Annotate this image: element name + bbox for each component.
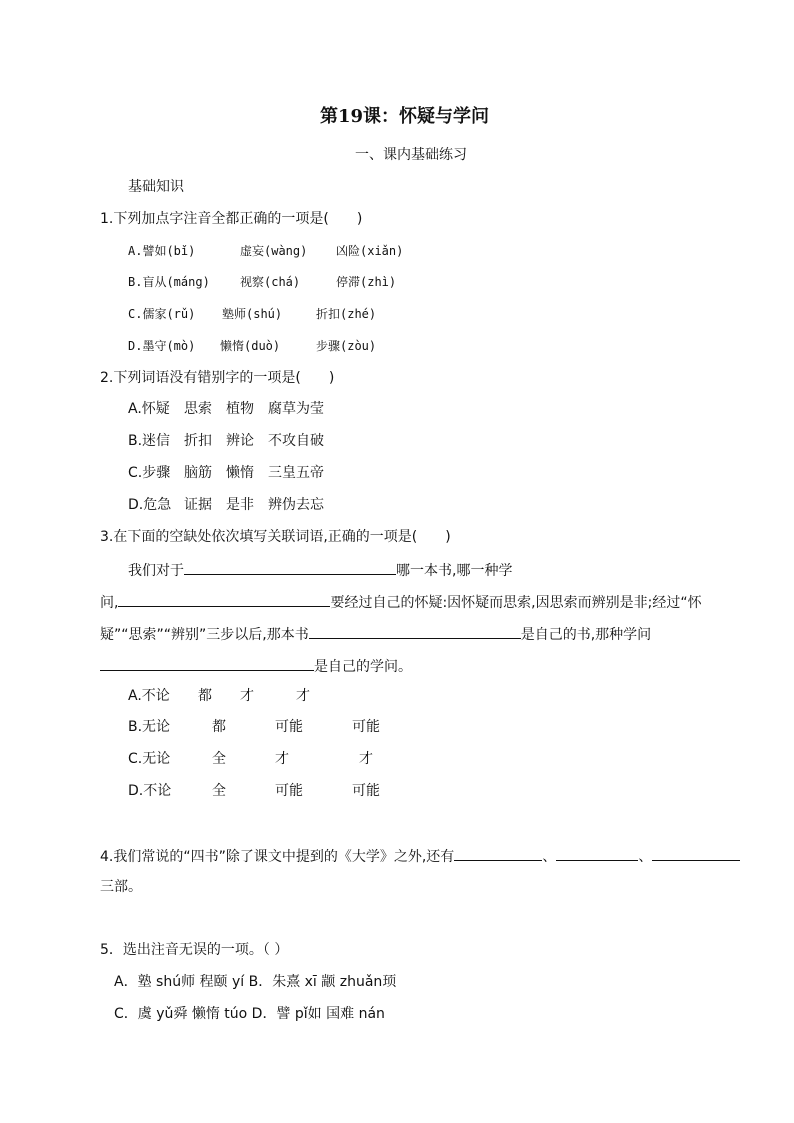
q3-text: 要经过自己的怀疑:因怀疑而思索,因思索而辨别是非;经过“怀	[330, 595, 702, 611]
fill-blank-2[interactable]	[118, 592, 330, 607]
q3-a-4: 才	[296, 688, 310, 704]
q2-b-word-3: 辨论	[226, 433, 254, 449]
q3-a-1: A.不论	[128, 688, 170, 704]
fill-blank-1[interactable]	[184, 560, 396, 575]
q5-options-line-1: A．塾 shú师 程颐 yí B．朱熹 xī 颛 zhuǎn顼	[114, 974, 397, 990]
q3-passage-line-2	[100, 592, 702, 612]
q2-c-word-2: 脑筋	[184, 465, 212, 481]
fill-blank-4[interactable]	[100, 656, 314, 671]
question-1-stem: 1.下列加点字注音全都正确的一项是( )	[100, 211, 363, 227]
page-title: 第19课：怀疑与学问	[320, 106, 490, 127]
q2-d-word-3: 是非	[226, 497, 254, 513]
q3-b-4: 可能	[352, 719, 380, 735]
q3-c-3: 才	[275, 751, 289, 767]
q1-option-d-3: 步骤(zòu)	[316, 339, 377, 353]
question-2-stem: 2.下列词语没有错别字的一项是( )	[100, 370, 335, 386]
q1-option-a-2: 虚妄(wàng)	[240, 244, 308, 258]
q3-d-3: 可能	[275, 783, 303, 799]
q3-text: 是自己的书,那种学问	[520, 627, 652, 643]
q4-blank-2[interactable]	[556, 846, 638, 861]
q3-b-2: 都	[212, 719, 226, 735]
q1-option-d-2: 懒惰(duò)	[220, 339, 281, 353]
basic-knowledge-label: 基础知识	[128, 179, 184, 195]
q3-text: 我们对于	[128, 563, 184, 579]
q4-blank-1[interactable]	[454, 846, 542, 861]
q3-passage-line-3	[100, 624, 651, 644]
q2-b-word-1: B.迷信	[128, 433, 171, 449]
q2-a-word-1: A.怀疑	[128, 401, 170, 417]
q3-passage-line-1	[128, 560, 512, 580]
q1-option-b-1: B.盲从(máng)	[128, 275, 210, 289]
question-3-stem: 3.在下面的空缺处依次填写关联词语,正确的一项是( )	[100, 529, 451, 545]
q2-b-word-4: 不攻自破	[268, 433, 324, 449]
q3-a-3: 才	[240, 688, 254, 704]
q5-options-line-2: C．虞 yǔ舜 懒惰 túo D．譬 pǐ如 国难 nán	[114, 1006, 385, 1022]
fill-blank-3[interactable]	[309, 624, 521, 639]
q2-a-word-2: 思索	[184, 401, 212, 417]
q3-d-1: D.不论	[128, 783, 172, 799]
q1-option-a-3: 凶险(xiǎn)	[336, 244, 404, 258]
q3-passage-line-4	[100, 656, 412, 676]
section-heading: 一、课内基础练习	[355, 147, 467, 163]
q3-text: 是自己的学问。	[314, 659, 412, 675]
q3-b-1: B.无论	[128, 719, 171, 735]
q3-c-4: 才	[359, 751, 373, 767]
q2-c-word-1: C.步骤	[128, 465, 171, 481]
q2-c-word-3: 懒惰	[226, 465, 254, 481]
q3-text: 问,	[100, 595, 119, 611]
q4-separator: 、	[638, 849, 653, 865]
q3-d-2: 全	[212, 783, 226, 799]
question-5-stem: 5．选出注音无误的一项。（ ）	[100, 942, 289, 958]
q3-text: 哪一本书,哪一种学	[396, 563, 513, 579]
q3-a-2: 都	[198, 688, 212, 704]
q2-b-word-2: 折扣	[184, 433, 212, 449]
q1-option-c-1: C.儒家(rǔ)	[128, 307, 196, 321]
q2-a-word-4: 腐草为莹	[268, 401, 324, 417]
q2-d-word-2: 证据	[184, 497, 212, 513]
q2-a-word-3: 植物	[226, 401, 254, 417]
q3-c-2: 全	[212, 751, 226, 767]
q4-blank-3[interactable]	[652, 846, 740, 861]
q3-c-1: C.无论	[128, 751, 171, 767]
q1-option-c-2: 塾师(shú)	[222, 307, 283, 321]
q2-d-word-4: 辨伪去忘	[268, 497, 324, 513]
q1-option-d-1: D.墨守(mò)	[128, 339, 196, 353]
q4-separator: 、	[542, 849, 557, 865]
q1-option-a-1: A.譬如(bǐ)	[128, 244, 196, 258]
q3-text: 疑”“思索”“辨别”三步以后,那本书	[100, 627, 309, 643]
q3-d-4: 可能	[352, 783, 380, 799]
q1-option-c-3: 折扣(zhé)	[316, 307, 377, 321]
q1-option-b-3: 停滞(zhì)	[336, 275, 397, 289]
question-4-line-1	[100, 846, 740, 866]
q3-b-3: 可能	[275, 719, 303, 735]
question-4-line-2: 三部。	[100, 879, 142, 895]
q2-c-word-4: 三皇五帝	[268, 465, 324, 481]
q4-text: 4.我们常说的“四书”除了课文中提到的《大学》之外,还有	[100, 849, 455, 865]
q2-d-word-1: D.危急	[128, 497, 172, 513]
q1-option-b-2: 视察(chá)	[240, 275, 301, 289]
